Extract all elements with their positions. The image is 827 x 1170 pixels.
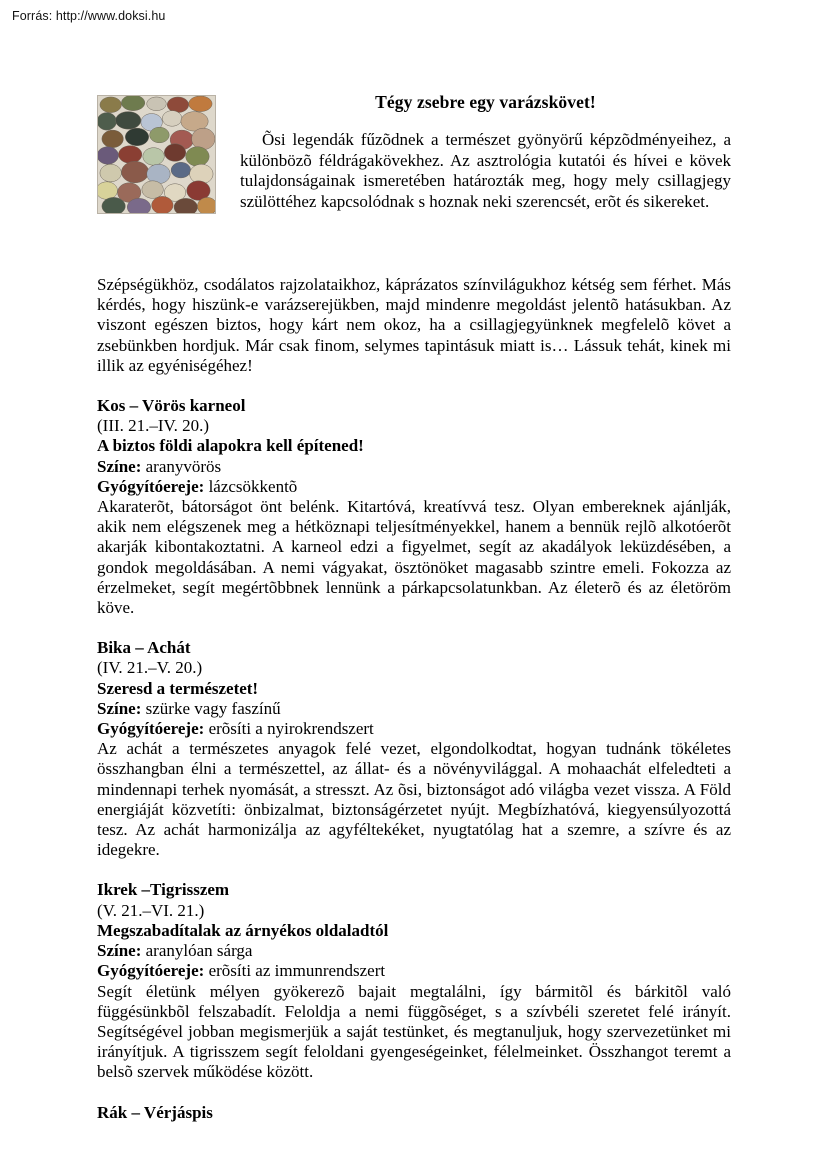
document-title: Tégy zsebre egy varázskövet! (375, 92, 596, 112)
color-label: Színe: (97, 941, 142, 961)
sign-healing-row (97, 719, 731, 739)
sign-body: Segít életünk mélyen gyökerezõ bajait megtalálni, így bármitõl és bárkitõl való függésünkbõl felszabadít. Feloldja a nemi függõséget, s a szívbéli szeretet felé irányít. Segítségével jobban megismerjük a saját testünket, és megtanuljuk, hogy szervezetünket mi irányítjuk. A tigrisszem segít feloldani gyengeségeinket, félelmeinket. Összhangot teremt a belsõ szervek működése között. (97, 981, 731, 1082)
source-url-header: Forrás: http://www.doksi.hu (12, 9, 166, 23)
sign-healing-row (97, 961, 731, 981)
document-body (97, 275, 731, 1123)
sign-section-bika (97, 638, 731, 860)
sign-heading: Bika – Achát (97, 638, 191, 658)
sign-healing-row (97, 477, 731, 497)
sign-section-kos (97, 396, 731, 618)
gemstones-photo (97, 95, 216, 214)
document-page (97, 92, 731, 1123)
healing-value: erõsíti a nyirokrendszert (208, 719, 374, 739)
sign-body: Akaraterõt, bátorságot önt belénk. Kitartóvá, kreatívvá tesz. Olyan embereknek ajánlják, akik nem elégszenek meg a hétköznapi teljesítményekkel, hanem a bennük rejlõ alkotóerõt akarják kibontakoztatni. A karneol edzi a figyelmet, segít az akadályok leküzdésében, a gondok megoldásában. A nemi vágyakat, ösztönöket magasabb szintre emeli. Fokozza az érzelmeket, segít megértõbbnek lennünk a párkapcsolatunkban. Az életerõ és az életöröm köve. (97, 497, 731, 618)
sign-heading: Kos – Vörös karneol (97, 396, 246, 416)
color-label: Színe: (97, 456, 142, 476)
document-header-block (97, 92, 731, 218)
sign-body: Az achát a természetes anyagok felé vezet, elgondolkodtat, hogyan tudnánk tökéletes összhangban élni a természettel, az állat- és a növényvilággal. A mohaachát elfeledteti a mindennapi terhek nyomását, a stresszt. Az õsi, biztonságot adó világba vezet vissza. A Föld energiáját közvetíti: önbizalmat, biztonságérzetet nyújt. Megbízhatóvá, kiegyensúlyozottá tesz. Az achát harmonizálja az agyféltekéket, nyugtatólag hat a szemre, a szívre és az idegekre. (97, 739, 731, 860)
sign-color-row (97, 941, 731, 961)
color-value: szürke vagy faszínű (145, 698, 281, 718)
sign-dates: (III. 21.–IV. 20.) (97, 416, 210, 436)
color-value: aranyvörös (145, 456, 222, 476)
lead-paragraph: Szépségükhöz, csodálatos rajzolataikhoz, káprázatos színvilágukhoz kétség sem férhet. Más kérdés, hogy hiszünk-e varázserejükben, majd mindenre megoldást jelentõ hatásukban. Az viszont egészen biztos, hogy kárt nem okoz, ha a csillagjegyünknek megfelelõ követ a zsebünkben hordjuk. Már csak finom, selymes tapintásuk miatt is… Lássuk tehát, kinek mi illik az egyéniségéhez! (97, 275, 731, 375)
sign-dates: (IV. 21.–V. 20.) (97, 658, 203, 678)
sign-color-row (97, 457, 731, 477)
healing-label: Gyógyítóereje: (97, 476, 205, 496)
healing-value: erõsíti az immunrendszert (208, 961, 386, 981)
sign-section-ikrek (97, 880, 731, 1082)
healing-label: Gyógyítóereje: (97, 719, 205, 739)
sign-heading: Ikrek –Tigrisszem (97, 880, 230, 900)
sign-motto: Megszabadítalak az árnyékos oldaladtól (97, 920, 389, 940)
sign-motto: Szeresd a természetet! (97, 678, 259, 698)
sign-color-row (97, 699, 731, 719)
intro-paragraph: Õsi legendák fűzõdnek a természet gyönyörű képzõdményeihez, a különbözõ féldrágakövekhez. Az asztrológia kutatói és hívei e kövek tulajdonságainak ismeretében határozták meg, hogy mely csillagjegy szülöttéhez kapcsolódnak s hoznak neki szerencsét, erõt és sikereket. (240, 130, 731, 211)
header-text-column (240, 92, 731, 212)
sign-dates: (V. 21.–VI. 21.) (97, 900, 205, 920)
sign-motto: A biztos földi alapokra kell építened! (97, 436, 364, 456)
healing-label: Gyógyítóereje: (97, 961, 205, 981)
color-value: aranylóan sárga (145, 941, 253, 961)
sign-heading-rak: Rák – Vérjáspis (97, 1102, 213, 1122)
healing-value: lázcsökkentõ (208, 476, 298, 496)
color-label: Színe: (97, 698, 142, 718)
